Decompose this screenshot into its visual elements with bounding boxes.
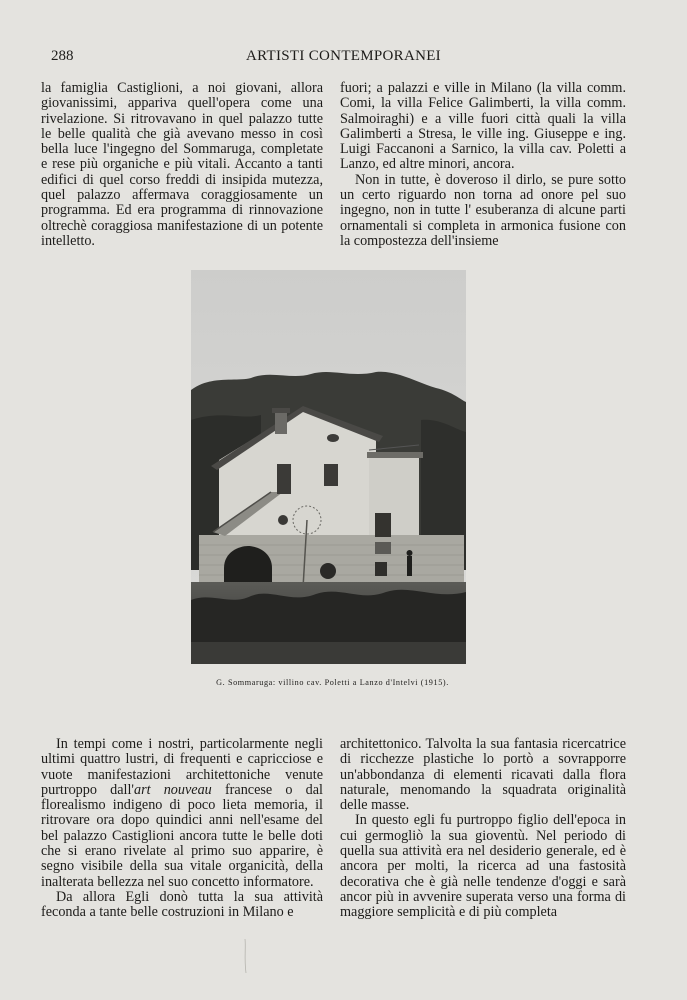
running-title: ARTISTI CONTEMPORANEI bbox=[246, 48, 441, 64]
pencil-mark bbox=[244, 938, 248, 974]
paragraph: Da allora Egli donò tutta la sua attività feconda a tante belle costruzioni in Milano e bbox=[41, 888, 323, 921]
paragraph: Non in tutte, è doveroso il dirlo, se pure sotto un certo riguardo non torna ad onore pel suo ingegno, non in tutte l' esuberanza di alcune parti ornamentali si completa in armonica fusione con la compostezza dell'insieme bbox=[340, 171, 626, 249]
paragraph bbox=[41, 737, 323, 890]
villa-photograph bbox=[191, 270, 466, 664]
text-column-top-left bbox=[41, 81, 323, 249]
paragraph: In questo egli fu purtroppo figlio dell'epoca in cui germogliò la sua gioventù. Nel periodo di quella sua attività era nel desiderio generale, ed è ancora per molti, la ricerca ad una fastosità decorativa che è già nelle tendenze d'oggi e sarà ancor più in avvenire superata verso una forma di maggiore semplicità e di più completa bbox=[340, 812, 626, 921]
figure-caption: G. Sommaruga: villino cav. Poletti a Lanzo d'Intelvi (1915). bbox=[216, 678, 449, 687]
paragraph: la famiglia Castiglioni, a noi giovani, allora giovanissimi, appariva quell'opera come una rivelazione. Si ritrovavano in quel palazzo tutte le belle qualità che già avevano messo in così bella luce l'ingegno del Sommaruga, completate e rese più organiche e più vitali. Accanto a tanti edifici di quel corso freddi di insipida mutezza, quel palazzo affermava coraggiosamente un programma. Ed era programma di rinnovazione oltrechè coraggiosa manifestazione di un potente intelletto. bbox=[41, 80, 323, 249]
text-column-bottom-left bbox=[41, 737, 323, 921]
paragraph: fuori; a palazzi e ville in Milano (la villa comm. Comi, la villa Felice Galimberti, la villa comm. Salmoiraghi) e a ville fuori città quali la villa Galimberti a Stresa, le ville ing. Giuseppe e ing. Luigi Faccanoni a Sarnico, la villa cav. Poletti a Lanzo, ed altre minori, ancora. bbox=[340, 80, 626, 173]
paragraph: architettonico. Talvolta la sua fantasia ricercatrice di ricchezze plastiche lo portò a sovrapporre un'abbondanza di elementi ricavati dalla flora naturale, menomando la squadrata originalità delle masse. bbox=[340, 736, 626, 814]
text-column-top-right bbox=[340, 81, 626, 249]
paragraph-text: In tempi come i nostri, particolarmente negli ultimi quattro lustri, di frequenti e capricciose e vuote manifestazioni architettoniche venute purtroppo dall' bbox=[41, 736, 323, 798]
text-column-bottom-right bbox=[340, 737, 626, 921]
paragraph-text: francese o dal florealismo indigeno di poco lieta memoria, il ritrovare ora dopo quindici anni nell'esame del bel palazzo Castiglioni ancora tutte le belle doti che si erano rivelate al primo suo apparire, è segno visibile della sua vitale organicità, della inalterata bellezza nel suo concetto informatore. bbox=[41, 781, 323, 890]
italic-term: art nouveau bbox=[133, 781, 212, 798]
page-number: 288 bbox=[51, 48, 74, 64]
